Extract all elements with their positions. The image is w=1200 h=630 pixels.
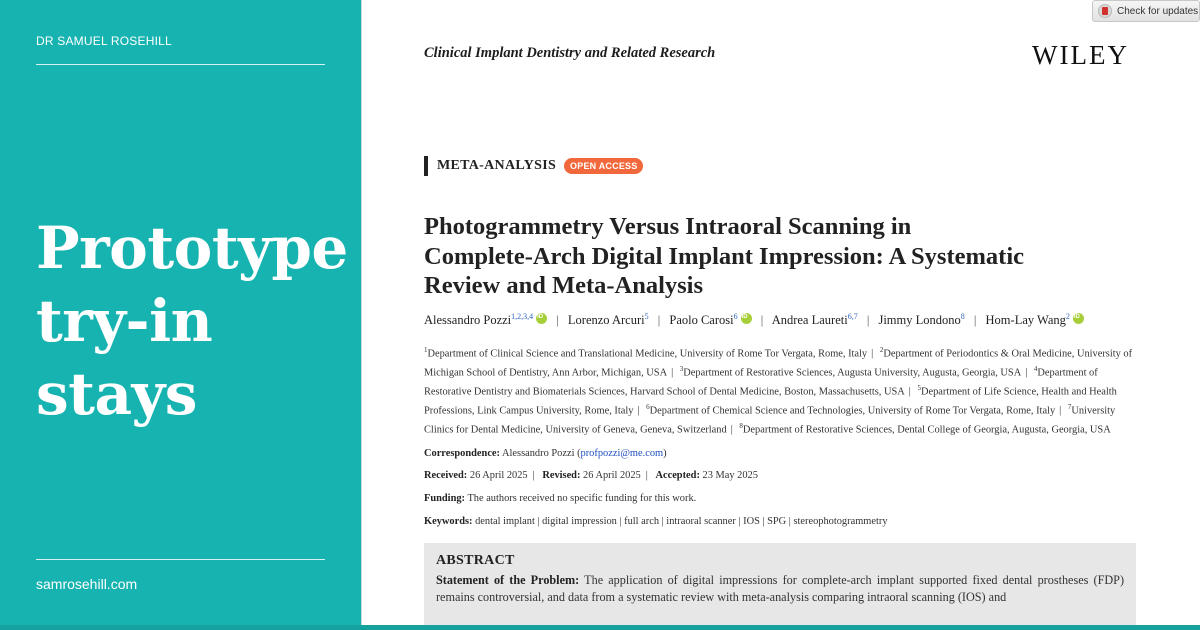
author[interactable]: Lorenzo Arcuri$^5$ <box>567 312 649 328</box>
publisher-logo: WILEY <box>1032 40 1129 70</box>
abstract-heading: ABSTRACT <box>436 553 515 568</box>
abstract-box <box>424 543 1136 625</box>
bookmark-icon <box>1098 4 1112 18</box>
article-title-line: Photogrammetry Versus Intraoral Scanning in <box>424 213 912 240</box>
article-title <box>424 212 1144 301</box>
cover-panel <box>0 0 361 630</box>
author[interactable]: Andrea Laureti$^{6,7}$ <box>771 312 858 328</box>
paper-page <box>362 0 1200 625</box>
bottom-divider <box>36 559 325 560</box>
journal-name: Clinical Implant Dentistry and Related Research <box>424 45 716 61</box>
article-dates: Received: 26 April 2025 | Revised: 26 April 2025 | Accepted: 23 May 2025 <box>424 470 758 481</box>
top-divider <box>36 64 325 65</box>
bottom-strip <box>0 625 1200 630</box>
author-name: DR SAMUEL ROSEHILL <box>36 34 172 48</box>
cover-title-line: try-in <box>36 287 213 355</box>
cover-title <box>36 212 346 431</box>
author-list: Alessandro Pozzi$^{1,2,3,4}$iD | Lorenzo Arcuri$^5$ | Paolo Carosi$^6$iD | Andrea Laureti$^{6,7}$ | Jimmy Londono$^8$ | Hom-Lay Wang$^2$iD <box>424 312 1144 328</box>
cover-title-line: stays <box>36 360 197 428</box>
author[interactable]: Jimmy Londono$^8$ <box>878 312 965 328</box>
type-marker <box>424 156 428 176</box>
author[interactable]: Alessandro Pozzi$^{1,2,3,4}$iD <box>424 313 547 327</box>
check-updates-button[interactable] <box>1092 0 1200 22</box>
cover-title-line: Prototype <box>36 214 348 282</box>
orcid-icon[interactable] <box>741 313 752 324</box>
open-access-badge: OPEN ACCESS <box>564 158 643 174</box>
article-title-line: Review and Meta-Analysis <box>424 272 704 299</box>
funding: Funding: The authors received no specific funding for this work. <box>424 493 697 504</box>
orcid-icon[interactable] <box>536 313 547 324</box>
orcid-icon[interactable] <box>1073 313 1084 324</box>
keywords: Keywords: dental implant | digital impression | full arch | intraoral scanner | IOS | SPG | stereophotogrammetry <box>424 516 888 527</box>
affiliations: $^1$Department of Clinical Science and Translational Medicine, University of Rome Tor Vergata, Rome, Italy | $^2$Department of Periodontics & Oral Medicine, University of Michigan School of Dentistry, Ann Arbor, Michigan, USA | $^3$Department of Restorative Sciences, Augusta University, Augusta, Georgia, USA | $^4$Department of Restorative Dentistry and Biomaterials Sciences, Harvard School of Dental Medicine, Boston, Massachusetts, USA | $^5$Department of Life Science, Health and Health Professions, Link Campus University, Rome, Italy | $^6$Department of Chemical Science and Technologies, University of Rome Tor Vergata, Rome, Italy | $^7$University Clinics for Dental Medicine, University of Geneva, Geneva, Switzerland | $^8$Department of Restorative Sciences, Dental College of Georgia, Augusta, Georgia, USA <box>424 346 1133 436</box>
abstract-text: Statement of the Problem: The application of digital impressions for complete-arch implant supported fixed dental prostheses (FDP) remains controversial, and data from a systematic review with meta-analysis comparing intraoral scanning (IOS) and <box>436 573 1124 604</box>
check-updates-label: Check for updates <box>1117 5 1199 17</box>
article-type: META-ANALYSIS <box>437 158 557 173</box>
author[interactable]: Hom-Lay Wang$^2$iD <box>986 313 1084 327</box>
email-link[interactable]: profpozzi@me.com <box>580 448 664 459</box>
article-type-row <box>424 156 643 176</box>
site-url[interactable]: samrosehill.com <box>36 576 138 592</box>
article-title-line: Complete-Arch Digital Implant Impression: A Systematic <box>424 242 1024 270</box>
author[interactable]: Paolo Carosi$^6$iD <box>669 313 751 327</box>
correspondence: Correspondence: Alessandro Pozzi (profpozzi@me.com) <box>424 448 667 459</box>
